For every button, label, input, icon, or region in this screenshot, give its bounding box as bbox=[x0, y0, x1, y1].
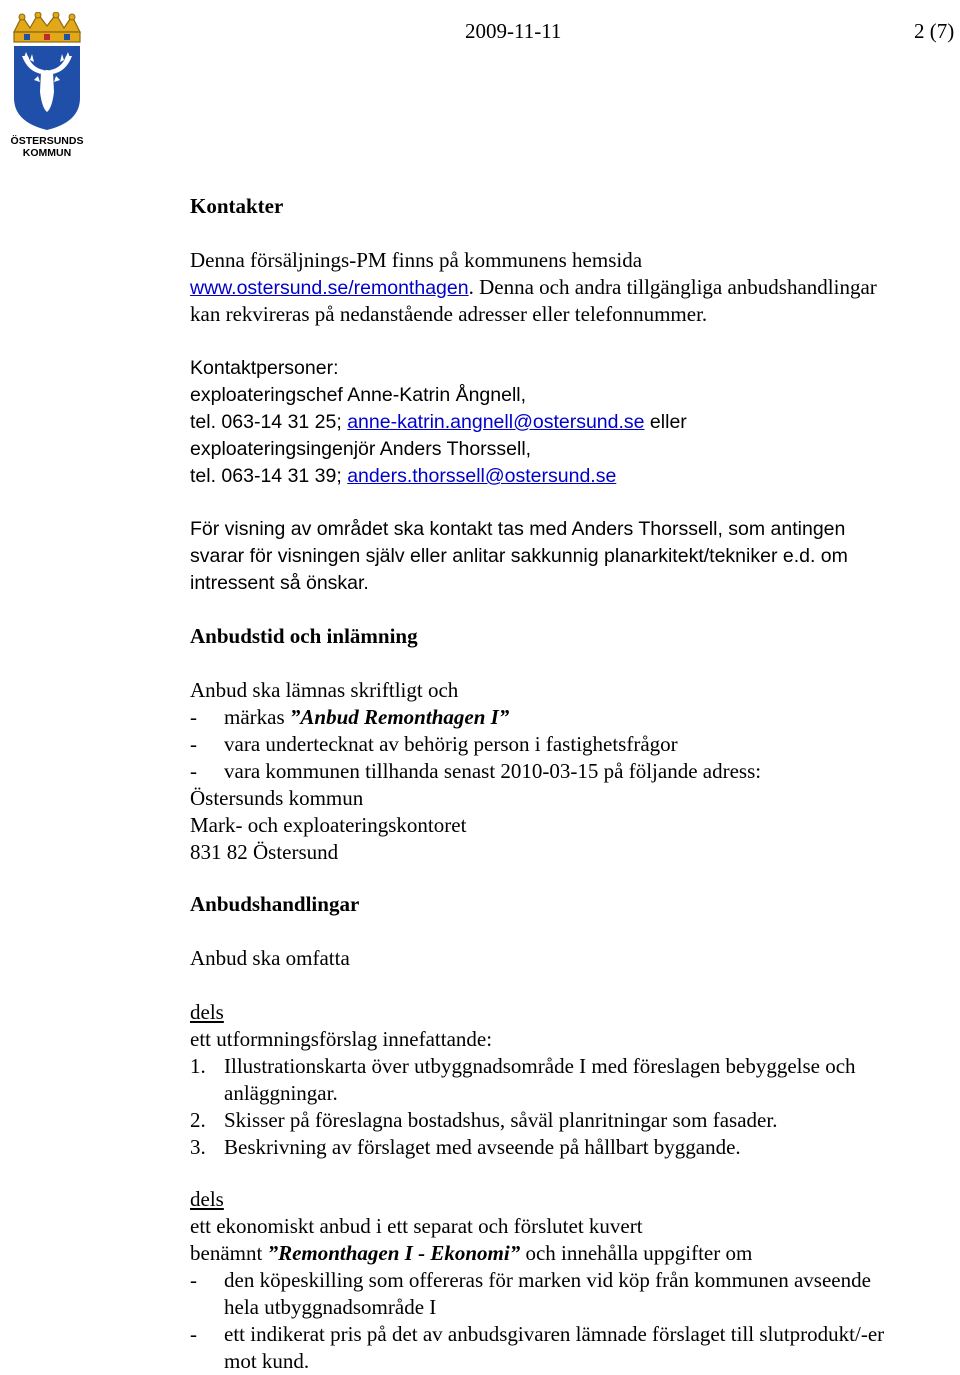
text-fragment: och innehålla uppgifter om bbox=[520, 1241, 753, 1265]
text-fragment: . Denna och andra tillgängliga anbudshandlingar bbox=[468, 275, 877, 299]
dash-marker: - bbox=[190, 1268, 197, 1292]
phone-number: tel. 063-14 31 39; bbox=[190, 465, 348, 487]
paragraph-visning bbox=[190, 516, 848, 597]
text-line: Anbud ska lämnas skriftligt och bbox=[190, 678, 459, 702]
dash-marker: - bbox=[190, 732, 197, 756]
text-line: ett utformningsförslag innefattande: bbox=[190, 1027, 493, 1051]
text-fragment: benämnt bbox=[190, 1241, 268, 1265]
list-item-text: Illustrationskarta över utbyggnadsområde I med föreslagen bebyggelse och bbox=[224, 1054, 856, 1078]
list-item-text: Beskrivning av förslaget med avseende på hållbart byggande. bbox=[224, 1135, 741, 1159]
dash-marker: - bbox=[190, 1322, 197, 1346]
list-item bbox=[190, 704, 955, 731]
email-link[interactable]: anne-katrin.angnell@ostersund.se bbox=[347, 411, 645, 433]
logo-text: ÖSTERSUNDS bbox=[10, 135, 84, 147]
logo-text: KOMMUN bbox=[22, 147, 72, 158]
text-line bbox=[190, 274, 877, 301]
list-item-continuation bbox=[190, 1080, 955, 1107]
crown-icon bbox=[14, 12, 80, 42]
number-marker: 3. bbox=[190, 1135, 206, 1159]
list-item-text: hela utbyggnadsområde I bbox=[224, 1295, 437, 1319]
document-date: 2009-11-11 bbox=[465, 19, 562, 43]
list-item-text: vara kommunen tillhanda senast 2010-03-15 på följande adress: bbox=[224, 759, 762, 783]
list-item bbox=[190, 1053, 955, 1080]
text-line: Denna försäljnings-PM finns på kommunens hemsida bbox=[190, 248, 643, 272]
page-number: 2 (7) bbox=[914, 19, 955, 43]
list-item bbox=[190, 1134, 955, 1161]
text-fragment: märkas bbox=[224, 705, 290, 729]
list-item bbox=[190, 1107, 955, 1134]
anbudstid-block bbox=[190, 677, 955, 866]
contact-line bbox=[190, 409, 687, 436]
phone-number: tel. 063-14 31 25; bbox=[190, 411, 348, 433]
dels-label: dels bbox=[190, 1187, 224, 1211]
text-line: ett ekonomiskt anbud i ett separat och förslutet kuvert bbox=[190, 1214, 643, 1238]
list-item-text: den köpeskilling som offereras för marken vid köp från kommunen avseende bbox=[224, 1268, 871, 1292]
dash-marker: - bbox=[190, 705, 197, 729]
list-item-text: anläggningar. bbox=[224, 1081, 338, 1105]
contact-title: exploateringschef Anne-Katrin Ångnell, bbox=[190, 384, 527, 406]
list-item bbox=[190, 1267, 955, 1294]
text-fragment: eller bbox=[644, 411, 687, 433]
section-heading-anbudstid: Anbudstid och inlämning bbox=[190, 624, 418, 648]
address-line: Mark- och exploateringskontoret bbox=[190, 813, 467, 837]
list-item bbox=[190, 758, 955, 785]
list-item-text bbox=[224, 704, 509, 731]
label-text: ”Anbud Remonthagen I” bbox=[289, 705, 510, 729]
number-marker: 1. bbox=[190, 1054, 206, 1078]
list-item bbox=[190, 731, 955, 758]
part2-block bbox=[190, 1186, 955, 1375]
contact-line bbox=[190, 463, 687, 490]
dash-marker: - bbox=[190, 759, 197, 783]
part1-block bbox=[190, 999, 955, 1161]
label-text: ”Remonthagen I - Ekonomi” bbox=[267, 1241, 521, 1265]
contact-title: exploateringsingenjör Anders Thorssell, bbox=[190, 438, 532, 460]
list-item bbox=[190, 1321, 955, 1348]
text-line: intressent så önskar. bbox=[190, 572, 369, 594]
number-marker: 2. bbox=[190, 1108, 206, 1132]
text-line: kan rekvireras på nedanstående adresser eller telefonnummer. bbox=[190, 302, 708, 326]
address-line: 831 82 Östersund bbox=[190, 840, 339, 864]
dels-label: dels bbox=[190, 1000, 224, 1024]
text-line: Anbud ska omfatta bbox=[190, 946, 350, 970]
section-heading-anbudshandlingar: Anbudshandlingar bbox=[190, 892, 360, 916]
address-line: Östersunds kommun bbox=[190, 786, 364, 810]
contact-persons bbox=[190, 355, 687, 490]
paragraph-hemsida bbox=[190, 247, 877, 328]
contact-label: Kontaktpersoner: bbox=[190, 357, 339, 379]
list-item-text: mot kund. bbox=[224, 1349, 310, 1373]
list-item-text: ett indikerat pris på det av anbudsgivaren lämnade förslaget till slutprodukt/-er bbox=[224, 1322, 885, 1346]
website-link[interactable]: www.ostersund.se/remonthagen bbox=[190, 277, 469, 299]
list-item-text: vara undertecknat av behörig person i fastighetsfrågor bbox=[224, 732, 678, 756]
list-item-continuation bbox=[190, 1294, 955, 1321]
text-line: För visning av området ska kontakt tas med Anders Thorssell, som antingen bbox=[190, 518, 846, 540]
text-line: svarar för visningen själv eller anlitar sakkunnig planarkitekt/tekniker e.d. om bbox=[190, 545, 848, 567]
text-line bbox=[190, 1240, 955, 1267]
list-item-text: Skisser på föreslagna bostadshus, såväl planritningar som fasader. bbox=[224, 1108, 778, 1132]
list-item-continuation bbox=[190, 1348, 955, 1375]
ostersund-logo bbox=[8, 12, 86, 158]
section-heading-kontakter: Kontakter bbox=[190, 194, 284, 218]
email-link[interactable]: anders.thorssell@ostersund.se bbox=[347, 465, 617, 487]
